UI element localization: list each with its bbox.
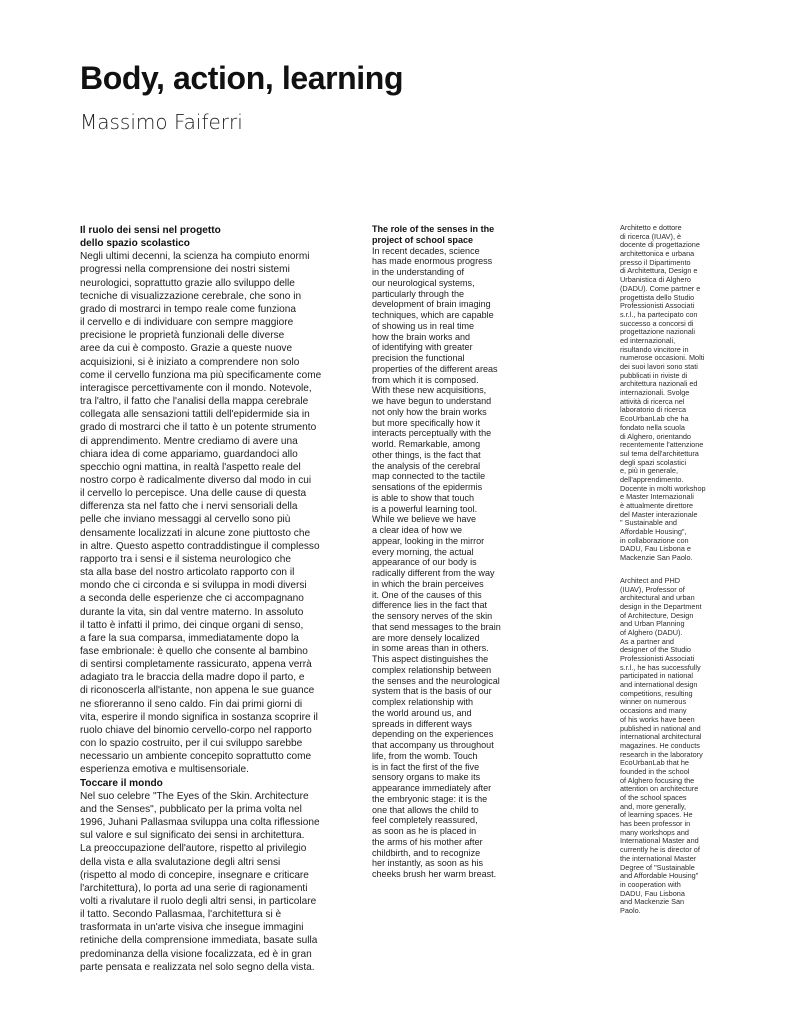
- text-line: map connected to the tactile: [372, 471, 486, 482]
- text-line: but more specifically how it: [372, 417, 481, 428]
- text-line: ed internazionali,: [620, 335, 676, 345]
- text-line: has been professor in: [620, 819, 691, 829]
- text-line: specchio ogni mattina, in realtà l'aspetto reale del: [80, 461, 301, 473]
- text-line: il cervello e di individuare con sempre maggiore: [80, 317, 294, 329]
- page-title: Body, action, learning: [80, 60, 404, 96]
- text-line: di ricerca (IUAV), è: [620, 231, 682, 241]
- text-line: docente di progettazione: [620, 240, 700, 250]
- text-line: retiniche della comprensione immediata, basate sulla: [80, 935, 318, 947]
- text-line: With these new acquisitions,: [372, 385, 487, 396]
- text-line: published in national and: [620, 723, 701, 733]
- text-line: presso il Dipartimento: [620, 257, 691, 267]
- text-line: every morning, the actual: [372, 546, 474, 557]
- text-line: necessario un ambiente concepito soprattutto come: [80, 751, 312, 763]
- text-line: and Affordable Housing": [620, 871, 699, 881]
- text-line: s.r.l., ha partecipato con: [620, 309, 698, 319]
- text-line: è attualmente direttore: [620, 501, 694, 510]
- text-line: of Alghero (DADU).: [620, 627, 683, 637]
- text-line: Degree of "Sustainable: [620, 862, 695, 872]
- text-line: of learning spaces. He: [620, 810, 693, 820]
- text-line: di sentirsi completamente rassicurato, appena verrà: [80, 659, 312, 671]
- text-line: di apprendimento. Mentre crediamo di avere una: [80, 435, 298, 447]
- text-line: a fare la sua comparsa, immediatamente dopo la: [80, 632, 299, 644]
- text-line: that send messages to the brain: [372, 621, 501, 632]
- text-line: sensations of the epidermis: [372, 482, 483, 492]
- text-line: Paolo.: [620, 905, 641, 915]
- text-line: is able to show that touch: [372, 492, 475, 503]
- text-line: pelle che inviano messaggi al cervello sono più: [80, 514, 291, 526]
- text-line: it. One of the causes of this: [372, 589, 482, 600]
- text-line: of Architecture, Design: [620, 610, 694, 620]
- text-line: magazines. He conducts: [620, 740, 700, 750]
- text-line: ruolo chiave del binomio cervello-corpo nel rapporto: [80, 724, 312, 736]
- section-heading: The role of the senses in the: [372, 224, 495, 234]
- text-line: architectural and urban: [620, 593, 695, 603]
- text-line: EcoUrbanLab that he: [620, 758, 689, 768]
- text-line: degli spazi scolastici: [620, 457, 687, 467]
- text-line: radically different from the way: [372, 568, 495, 578]
- text-line: life, from the womb. Touch: [372, 750, 478, 761]
- section-heading: Toccare il mondo: [80, 777, 163, 789]
- text-line: laboratorio di ricerca: [620, 405, 687, 415]
- text-line: e, più in generale,: [620, 466, 679, 476]
- text-line: as soon as he is placed in: [372, 826, 477, 836]
- author-name: Massimo Faiferri: [80, 110, 243, 134]
- text-line: fondato nella scuola: [620, 422, 685, 432]
- text-line: is a powerful learning tool.: [372, 503, 478, 514]
- text-line: di riconoscerla all'istante, non appena le sue guance: [80, 685, 315, 697]
- text-line: in which the brain perceives: [372, 578, 484, 589]
- text-line: progettazione nazionali: [620, 327, 696, 337]
- text-line: designer of the Studio: [620, 645, 691, 655]
- text-line: in cooperation with: [620, 879, 681, 889]
- text-line: system that is the basis of our: [372, 686, 492, 697]
- text-line: a clear idea of how we: [372, 525, 463, 535]
- text-line: 1996, Juhani Pallasmaa sviluppa una colta riflessione: [80, 817, 320, 829]
- text-line: participated in national: [620, 671, 694, 681]
- text-line: appear, looking in the mirror: [372, 535, 485, 546]
- text-line: Architect and PHD: [620, 575, 681, 585]
- text-line: di Alghero, orientando: [620, 431, 691, 441]
- text-line: (IUAV), Professor of: [620, 584, 685, 594]
- italian-column: [80, 224, 352, 974]
- text-line: grado di mostrarci in tempo reale come funziona: [80, 303, 297, 315]
- text-line: complex relationship between: [372, 664, 492, 675]
- text-line: appearance of our body is: [372, 557, 477, 568]
- text-line: chiara idea di come appariamo, guardandoci allo: [80, 448, 298, 460]
- text-line: the analysis of the cerebral: [372, 460, 481, 471]
- text-line: successo a concorsi di: [620, 318, 694, 328]
- text-line: esperienza emotiva e multisensoriale.: [80, 764, 249, 776]
- text-line: Professionisti Associati: [620, 654, 695, 663]
- text-line: precisione le proprietà funzionali delle diverse: [80, 330, 285, 342]
- text-line: from which it is composed.: [372, 374, 479, 385]
- text-line: the international Master: [620, 853, 697, 863]
- text-line: adagiato tra le braccia della madre dopo il parto, e: [80, 672, 305, 684]
- text-line: Architetto e dottore: [620, 223, 682, 232]
- text-line: of the school spaces: [620, 793, 687, 802]
- text-line: internazionali. Svolge: [620, 388, 690, 398]
- text-line: sensory organs to make its: [372, 772, 481, 783]
- text-line: complex relationship with: [372, 697, 474, 707]
- english-column: [372, 224, 532, 880]
- text-line: our neurological systems,: [372, 277, 475, 288]
- text-line: other things, is the fact that: [372, 449, 481, 460]
- text-line: acquisizioni, si è iniziato a comprendere non solo: [80, 356, 300, 368]
- text-line: predominanza della visione focalizzata, ed è in gran: [80, 948, 312, 960]
- text-line: spreads in different ways: [372, 718, 472, 729]
- text-line: While we believe we have: [372, 514, 477, 525]
- text-line: DADU, Fau Lisbona: [620, 888, 685, 898]
- text-line: Docente in molti workshop: [620, 483, 706, 493]
- section-heading: project of school space: [372, 234, 474, 245]
- text-line: volti a rivalutare il ruolo degli altri sensi, in particolare: [80, 895, 317, 907]
- text-line: development of brain imaging: [372, 299, 491, 310]
- text-line: sul valore e sul significato dei sensi in architettura.: [80, 830, 305, 842]
- text-line: precision the functional: [372, 353, 465, 363]
- text-line: del Master interazionale: [620, 509, 698, 519]
- text-line: depending on the experiences: [372, 729, 494, 740]
- section-heading: Il ruolo dei sensi nel progetto: [80, 225, 221, 236]
- text-line: and the Senses", pubblicato per la prima volta nel: [80, 803, 302, 815]
- text-line: and Urban Planning: [620, 619, 685, 629]
- text-line: EcoUrbanLab che ha: [620, 414, 689, 424]
- text-line: In recent decades, science: [372, 245, 480, 256]
- text-line: the sensory nerves of the skin: [372, 611, 493, 621]
- text-line: attività di ricerca nel: [620, 396, 685, 406]
- text-line: parte pensata e realizzata nel solo segno della vista.: [80, 961, 315, 973]
- text-line: della vista e alla svalutazione degli altri sensi: [80, 856, 281, 868]
- bio-italian: [620, 224, 738, 563]
- text-line: fase embrionale: è quello che consente al bambino: [80, 646, 308, 657]
- text-line: International Master and: [620, 836, 699, 846]
- text-line: of Alghero focusing the: [620, 775, 695, 785]
- text-line: the arms of his mother after: [372, 836, 483, 847]
- text-line: il tatto. Secondo Pallasmaa, l'architettura si è: [80, 909, 282, 921]
- text-line: mondo che ci circonda e si sviluppa in modi diversi: [80, 580, 307, 592]
- text-line: il tatto è infatti il primo, dei cinque organi di senso,: [80, 619, 304, 631]
- text-line: of his works have been: [620, 714, 695, 724]
- text-line: tecniche di visualizzazione cerebrale, che sono in: [80, 290, 302, 302]
- text-line: trasformata in un'arte visiva che insegue immagini: [80, 922, 304, 934]
- text-line: the embryonic stage: it is the: [372, 793, 488, 804]
- section-heading: dello spazio scolastico: [80, 238, 190, 250]
- text-line: interacts perceptually with the: [372, 428, 492, 439]
- text-line: occasions and many: [620, 706, 687, 716]
- text-line: one that allows the child to: [372, 804, 479, 815]
- text-line: nostro corpo è radicalmente diverso dal modo in cui: [80, 474, 312, 486]
- text-line: the senses and the neurological: [372, 675, 500, 686]
- text-line: tra l'altro, il fatto che l'analisi della mappa cerebrale: [80, 396, 309, 408]
- text-line: and international design: [620, 680, 698, 690]
- text-line: architettonica e urbana: [620, 249, 695, 259]
- text-line: dell'apprendimento.: [620, 474, 684, 484]
- text-line: not only how the brain works: [372, 406, 487, 417]
- text-line: has made enormous progress: [372, 256, 493, 267]
- text-line: densamente localizzati in alcune zone piuttosto che: [80, 527, 311, 539]
- text-line: international architectural: [620, 732, 702, 742]
- text-line: progressi nella comprensione dei nostri sistemi: [80, 264, 290, 276]
- text-line: attention on architecture: [620, 784, 699, 794]
- text-line: grado di mostrarci che il tatto è un potente strumento: [80, 422, 317, 434]
- text-line: her instantly, as soon as his: [372, 858, 483, 869]
- text-line: founded in the school: [620, 766, 690, 776]
- text-line: and Mackenzie San: [620, 897, 685, 907]
- text-line: appearance immediately after: [372, 783, 492, 793]
- text-line: collegata alle sensazioni tattili dell'epidermide sia in: [80, 409, 310, 421]
- text-line: we have begun to understand: [372, 396, 492, 406]
- bio-spacer: [620, 563, 738, 577]
- text-line: in some areas than in others.: [372, 643, 489, 654]
- text-line: neurologici, soprattutto grazie allo sviluppo delle: [80, 277, 295, 289]
- text-line: Affordable Housing",: [620, 527, 687, 537]
- text-line: currently he is director of: [620, 845, 700, 855]
- text-line: di Architettura, Design e: [620, 266, 698, 276]
- text-line: recentemente l'attenzione: [620, 440, 704, 450]
- text-line: s.r.l., he has successfully: [620, 662, 701, 672]
- text-line: in the understanding of: [372, 267, 465, 277]
- text-line: progettista dello Studio: [620, 292, 695, 302]
- text-line: a seconda delle esperienze che ci accompagnano: [80, 593, 304, 605]
- text-line: particularly through the: [372, 288, 465, 299]
- text-line: dei suoi lavori sono stati: [620, 362, 698, 371]
- text-line: As a partner and: [620, 636, 674, 646]
- text-line: il cervello lo percepisce. Una delle cause di questa: [80, 488, 307, 500]
- text-line: interagisce percettivamente con il mondo. Notevole,: [80, 382, 312, 394]
- text-line: DADU, Fau Lisbona e: [620, 544, 691, 554]
- text-line: (DADU). Come partner e: [620, 283, 701, 293]
- body-paragraph: [80, 250, 352, 776]
- text-line: cheeks brush her warm breast.: [372, 869, 497, 879]
- text-line: pubblicati in riviste di: [620, 370, 688, 380]
- text-line: research in the laboratory: [620, 749, 703, 759]
- text-line: the world around us, and: [372, 707, 472, 718]
- text-line: difference lies in the fact that: [372, 600, 487, 611]
- text-line: (rispetto al modo di concepire, insegnare e criticare: [80, 869, 309, 881]
- text-line: Professionisti Associati: [620, 301, 695, 311]
- text-line: feel completely reassured,: [372, 815, 478, 826]
- body-paragraph: [80, 790, 352, 974]
- text-line: l'architettura), lo porta ad una serie di ragionamenti: [80, 882, 308, 894]
- text-line: childbirth, and to recognize: [372, 847, 481, 858]
- text-line: techniques, which are capable: [372, 310, 494, 320]
- text-line: architettura nazionali ed: [620, 379, 698, 389]
- text-line: Urbanistica di Alghero: [620, 275, 691, 285]
- text-line: risultando vincitore in: [620, 344, 689, 354]
- text-line: is in fact the first of the five: [372, 761, 480, 772]
- body-paragraph: [372, 246, 532, 880]
- text-line: come il cervello funziona ma più specificamente come: [80, 369, 322, 381]
- text-line: properties of the different areas: [372, 363, 498, 374]
- text-line: differenza sta nel fatto che i nervi sensoriali della: [80, 501, 298, 513]
- text-line: rapporto tra i sensi e il sistema neurologico che: [80, 553, 291, 565]
- text-line: " Sustainable and: [620, 518, 677, 528]
- text-line: competitions, resulting: [620, 688, 693, 698]
- text-line: durante la vita, sin dal ventre materno. In assoluto: [80, 606, 304, 618]
- text-line: vita, esperire il mondo significa in sostanza scoprire il: [80, 711, 318, 723]
- text-line: in altre. Questo aspetto contraddistingue il complesso: [80, 540, 320, 552]
- text-line: of identifying with greater: [372, 342, 473, 353]
- text-line: many workshops and: [620, 827, 689, 837]
- text-line: numerose occasioni. Molti: [620, 353, 705, 363]
- text-line: Negli ultimi decenni, la scienza ha compiuto enormi: [80, 251, 310, 263]
- text-line: world. Remarkable, among: [372, 439, 481, 449]
- text-line: how the brain works and: [372, 331, 471, 342]
- bio-english: [620, 577, 738, 916]
- text-line: of showing us in real time: [372, 320, 475, 331]
- author-bio-column: [620, 224, 738, 916]
- text-line: sta alla base del nostro articolato rapporto con il: [80, 567, 295, 579]
- text-line: ne sfioreranno il seno caldo. Fin dai primi giorni di: [80, 698, 303, 710]
- text-line: This aspect distinguishes the: [372, 654, 489, 664]
- text-line: that accompany us throughout: [372, 740, 494, 750]
- text-line: Mackenzie San Paolo.: [620, 553, 693, 563]
- text-line: sul tema dell'architettura: [620, 448, 699, 458]
- text-line: are more densely localized: [372, 632, 480, 643]
- text-line: Nel suo celebre "The Eyes of the Skin. Architecture: [80, 790, 309, 802]
- text-line: design in the Department: [620, 601, 702, 611]
- text-line: La preoccupazione dell'autore, rispetto al privilegio: [80, 843, 307, 855]
- text-line: winner on numerous: [620, 697, 687, 707]
- text-line: aree da cui è composto. Grazie a queste nuove: [80, 343, 293, 355]
- text-line: con lo spazio costruito, per il cui sviluppo sarebbe: [80, 738, 303, 750]
- text-line: e Master Internazionali: [620, 492, 694, 502]
- text-line: in collaborazione con: [620, 535, 689, 545]
- text-line: and, more generally,: [620, 801, 686, 811]
